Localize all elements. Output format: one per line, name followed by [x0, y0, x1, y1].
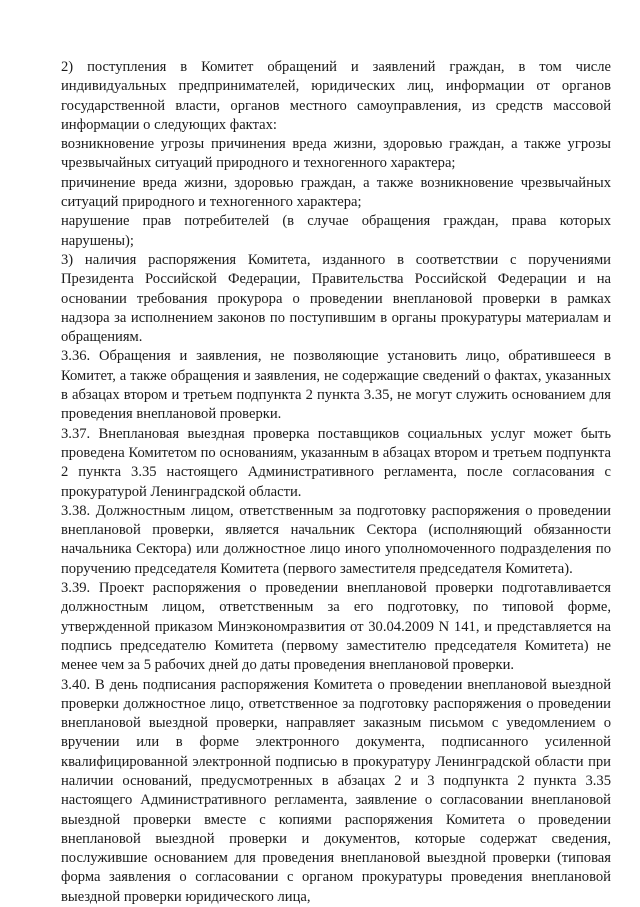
- paragraph-3-36: 3.36. Обращения и заявления, не позволяющие установить лицо, обратившееся в Комитет, а также обращения и заявления, не содержащие сведений о фактах, указанных в абзацах втором и третьем подпункта 2 пункта 3.35, не могут служить основанием для проведения внеплановой проверки.: [61, 347, 611, 424]
- paragraph-3-40: 3.40. В день подписания распоряжения Комитета о проведении внеплановой выездной проверки должностное лицо, ответственное за подготовку распоряжения о проведении внеплановой выездной проверки, направляет заказным письмом с уведомлением о вручении или в форме электронного документа, подписанного усиленной квалифицированной электронной подписью в прокуратуру Ленинградской области при наличии оснований, предусмотренных в абзацах 2 и 3 подпункта 2 пункта 3.35 настоящего Административного регламента, заявление о согласовании внеплановой выездной проверки вместе с копиями распоряжения Комитета о проведении внеплановой выездной проверки и документов, которые содержат сведения, послужившие основанием для проведения внеплановой выездной проверки (типовая форма заявления о согласовании с органом прокуратуры проведения внеплановой выездной проверки юридического лица,: [61, 676, 611, 907]
- paragraph-threat-of-harm: возникновение угрозы причинения вреда жизни, здоровью граждан, а также угрозы чрезвычайных ситуаций природного и техногенного характера;: [61, 135, 611, 174]
- paragraph-3-37: 3.37. Внеплановая выездная проверка поставщиков социальных услуг может быть проведена Комитетом по основаниям, указанным в абзацах втором и третьем подпункта 2 пункта 3.35 настоящего Административного регламента, после согласования с прокуратурой Ленинградской области.: [61, 425, 611, 502]
- paragraph-harm-caused: причинение вреда жизни, здоровью граждан, а также возникновение чрезвычайных ситуаций природного и техногенного характера;: [61, 174, 611, 213]
- paragraph-3-38: 3.38. Должностным лицом, ответственным за подготовку распоряжения о проведении внеплановой проверки, является начальник Сектора (исполняющий обязанности начальника Сектора) или должностное лицо иного уполномоченного подразделения по поручению председателя Комитета (первого заместителя председателя Комитета).: [61, 502, 611, 579]
- paragraph-item-2: 2) поступления в Комитет обращений и заявлений граждан, в том числе индивидуальных предпринимателей, юридических лиц, информации от органов государственной власти, органов местного самоуправления, из средств массовой информации о следующих фактах:: [61, 58, 611, 135]
- document-page: [61, 58, 611, 907]
- paragraph-item-3: 3) наличия распоряжения Комитета, изданного в соответствии с поручениями Президента Российской Федерации, Правительства Российской Федерации и на основании требования прокурора о проведении внеплановой проверки в рамках надзора за исполнением законов по поступившим в органы прокуратуры материалам и обращениям.: [61, 251, 611, 347]
- paragraph-3-39: 3.39. Проект распоряжения о проведении внеплановой проверки подготавливается должностным лицом, ответственным за его подготовку, по типовой форме, утвержденной приказом Минэкономразвития от 30.04.2009 N 141, и представляется на подпись председателю Комитета (первому заместителю председателя Комитета) не менее чем за 5 рабочих дней до даты проведения внеплановой проверки.: [61, 579, 611, 675]
- paragraph-consumer-rights: нарушение прав потребителей (в случае обращения граждан, права которых нарушены);: [61, 212, 611, 251]
